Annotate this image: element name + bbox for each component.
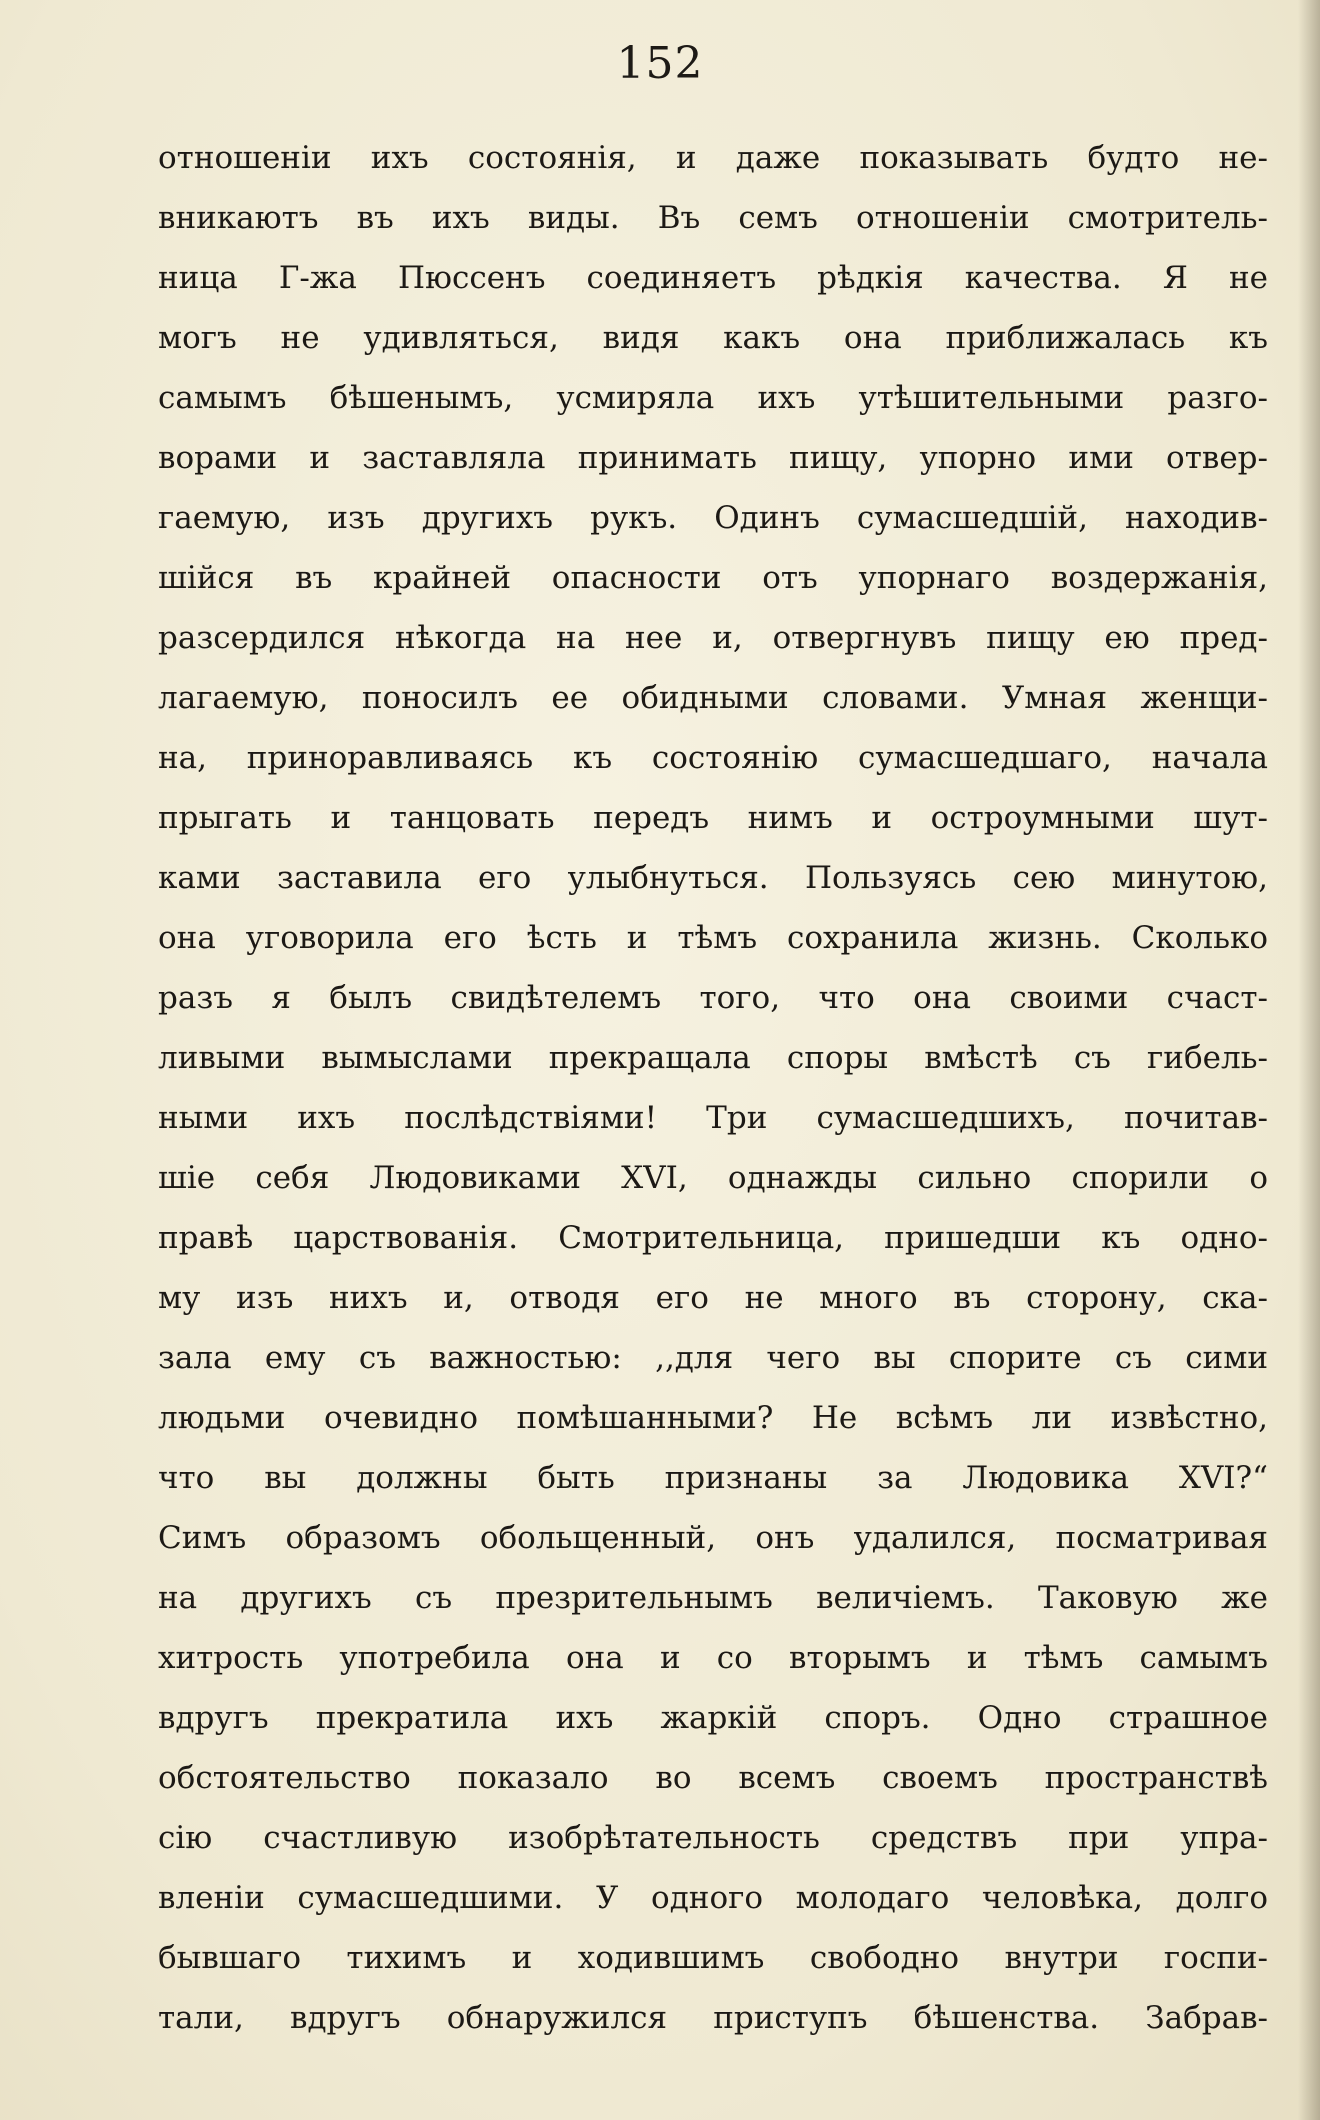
text-line: на другихъ съ презрительнымъ величіемъ. Таковую же bbox=[158, 1580, 1268, 1616]
text-line: ница Г-жа Пюссенъ соединяетъ рѣдкія качества. Я не bbox=[158, 260, 1268, 296]
text-line: лагаемую, поносилъ ее обидными словами. Умная женщи- bbox=[158, 680, 1268, 716]
text-line: тали, вдругъ обнаружился приступъ бѣшенства. Забрав- bbox=[158, 2000, 1268, 2036]
text-line: Симъ образомъ обольщенный, онъ удалился, посматривая bbox=[158, 1520, 1268, 1556]
text-line: что вы должны быть признаны за Людовика XVI?“ bbox=[158, 1460, 1268, 1496]
text-line: самымъ бѣшенымъ, усмиряла ихъ утѣшительными разго- bbox=[158, 380, 1268, 416]
text-line: ливыми вымыслами прекращала споры вмѣстѣ съ гибель- bbox=[158, 1040, 1268, 1076]
page-number: 152 bbox=[616, 38, 704, 89]
text-line: вдругъ прекратила ихъ жаркій споръ. Одно страшное bbox=[158, 1700, 1268, 1736]
text-line: хитрость употребила она и со вторымъ и тѣмъ самымъ bbox=[158, 1640, 1268, 1676]
text-line: зала ему съ важностью: ,,для чего вы спорите съ сими bbox=[158, 1340, 1268, 1376]
text-line: обстоятельство показало во всемъ своемъ пространствѣ bbox=[158, 1760, 1268, 1796]
text-line: вникаютъ въ ихъ виды. Въ семъ отношеніи смотритель- bbox=[158, 200, 1268, 236]
body-text bbox=[158, 128, 1268, 2048]
text-line: разъ я былъ свидѣтелемъ того, что она своими счаст- bbox=[158, 980, 1268, 1016]
text-line: могъ не удивляться, видя какъ она приближалась къ bbox=[158, 320, 1268, 356]
text-line: отношеніи ихъ состоянія, и даже показывать будто не- bbox=[158, 140, 1268, 176]
text-line: сію счастливую изобрѣтательность средствъ при упра- bbox=[158, 1820, 1268, 1856]
text-line: она уговорила его ѣсть и тѣмъ сохранила жизнь. Сколько bbox=[158, 920, 1268, 956]
text-line: ными ихъ послѣдствіями! Три сумасшедшихъ, почитав- bbox=[158, 1100, 1268, 1136]
text-line: разсердился нѣкогда на нее и, отвергнувъ пищу ею пред- bbox=[158, 620, 1268, 656]
text-line: му изъ нихъ и, отводя его не много въ сторону, ска- bbox=[158, 1280, 1268, 1316]
page-edge-shadow bbox=[1298, 0, 1320, 2120]
text-line: ками заставила его улыбнуться. Пользуясь сею минутою, bbox=[158, 860, 1268, 896]
text-line: вленіи сумасшедшими. У одного молодаго человѣка, долго bbox=[158, 1880, 1268, 1916]
text-line: ворами и заставляла принимать пищу, упорно ими отвер- bbox=[158, 440, 1268, 476]
text-line: шіе себя Людовиками XVI, однажды сильно спорили о bbox=[158, 1160, 1268, 1196]
text-line: шійся въ крайней опасности отъ упорнаго воздержанія, bbox=[158, 560, 1268, 596]
text-line: правѣ царствованія. Смотрительница, пришедши къ одно- bbox=[158, 1220, 1268, 1256]
text-line: прыгать и танцовать передъ нимъ и остроумными шут- bbox=[158, 800, 1268, 836]
text-line: гаемую, изъ другихъ рукъ. Одинъ сумасшедшій, находив- bbox=[158, 500, 1268, 536]
text-line: бывшаго тихимъ и ходившимъ свободно внутри госпи- bbox=[158, 1940, 1268, 1976]
text-line: людьми очевидно помѣшанными? Не всѣмъ ли извѣстно, bbox=[158, 1400, 1268, 1436]
text-line: на, приноравливаясь къ состоянію сумасшедшаго, начала bbox=[158, 740, 1268, 776]
